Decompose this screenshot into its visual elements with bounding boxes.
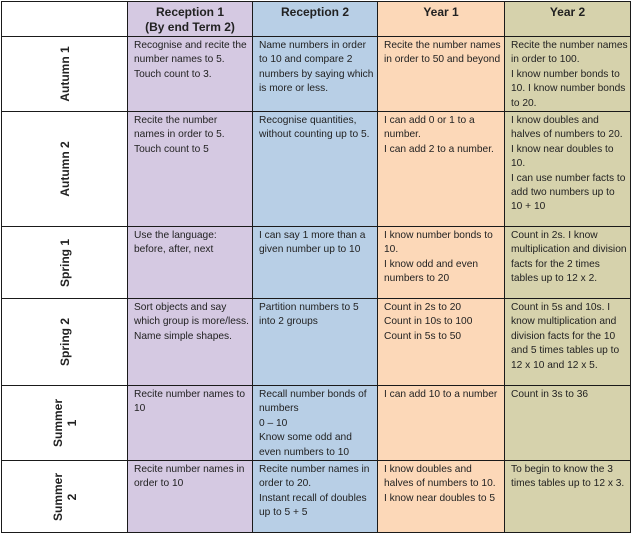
row-label-text: Summer 2 xyxy=(50,472,79,521)
table-cell: Use the language: before, after, next xyxy=(128,227,253,299)
row-label xyxy=(2,37,128,112)
table-cell: Partition numbers to 5 into 2 groups xyxy=(253,299,378,386)
table-cell: Recite number names in order to 10 xyxy=(128,461,253,533)
table-cell: Recite the number names in order to 5. Touch count to 5 xyxy=(128,112,253,227)
column-header-year-2: Year 2 xyxy=(505,2,631,37)
row-label xyxy=(2,299,128,386)
row-label xyxy=(2,461,128,533)
column-header-reception-1: Reception 1 (By end Term 2) xyxy=(128,2,253,37)
table-row-spring-1 xyxy=(2,227,631,299)
curriculum-table xyxy=(1,1,631,533)
table-cell: Recite the number names in order to 100. I know number bonds to 10. I know number bonds to 20. xyxy=(505,37,631,112)
table-cell: I can add 10 to a number xyxy=(378,386,505,461)
row-label-text: Spring 1 xyxy=(57,238,72,287)
table-cell: Recognise and recite the number names to 5. Touch count to 3. xyxy=(128,37,253,112)
table-cell: I know doubles and halves of numbers to 10. I know near doubles to 5 xyxy=(378,461,505,533)
table-cell: To begin to know the 3 times tables up to 12 x 3. xyxy=(505,461,631,533)
table-cell: Count in 2s. I know multiplication and division facts for the 2 times tables up to 12 x 2. xyxy=(505,227,631,299)
row-label-text: Spring 2 xyxy=(57,318,72,367)
table-cell: Recite number names in order to 20. Instant recall of doubles up to 5 + 5 xyxy=(253,461,378,533)
corner-cell xyxy=(2,2,128,37)
header-row xyxy=(2,2,631,37)
table-cell: Recite number names to 10 xyxy=(128,386,253,461)
table-cell: Recite the number names in order to 50 and beyond xyxy=(378,37,505,112)
table-cell: Recognise quantities, without counting up to 5. xyxy=(253,112,378,227)
table-cell: Recall number bonds of numbers 0 – 10 Know some odd and even numbers to 10 xyxy=(253,386,378,461)
table-cell: I can say 1 more than a given number up to 10 xyxy=(253,227,378,299)
table-cell: Name numbers in order to 10 and compare 2 numbers by saying which is more or less. xyxy=(253,37,378,112)
table-row-autumn-1 xyxy=(2,37,631,112)
row-label-text: Autumn 2 xyxy=(57,141,72,197)
table-cell: I know doubles and halves of numbers to 20. I know near doubles to 10. I can use number facts to add two numbers up to 10 + 10 xyxy=(505,112,631,227)
table-row-summer-2 xyxy=(2,461,631,533)
table-cell: Count in 3s to 36 xyxy=(505,386,631,461)
column-header-reception-2: Reception 2 xyxy=(253,2,378,37)
table-row-autumn-2 xyxy=(2,112,631,227)
row-label-text: Autumn 1 xyxy=(57,46,72,102)
row-label-text: Summer 1 xyxy=(50,399,79,448)
row-label xyxy=(2,386,128,461)
table-cell: I can add 0 or 1 to a number. I can add 2 to a number. xyxy=(378,112,505,227)
table-cell: Count in 2s to 20 Count in 10s to 100 Count in 5s to 50 xyxy=(378,299,505,386)
column-header-year-1: Year 1 xyxy=(378,2,505,37)
row-label xyxy=(2,112,128,227)
table-row-spring-2 xyxy=(2,299,631,386)
table-cell: I know number bonds to 10. I know odd and even numbers to 20 xyxy=(378,227,505,299)
table-row-summer-1 xyxy=(2,386,631,461)
row-label xyxy=(2,227,128,299)
table-cell: Count in 5s and 10s. I know multiplication and division facts for the 10 and 5 times tables up to 12 x 10 and 12 x 5. xyxy=(505,299,631,386)
table-cell: Sort objects and say which group is more/less. Name simple shapes. xyxy=(128,299,253,386)
